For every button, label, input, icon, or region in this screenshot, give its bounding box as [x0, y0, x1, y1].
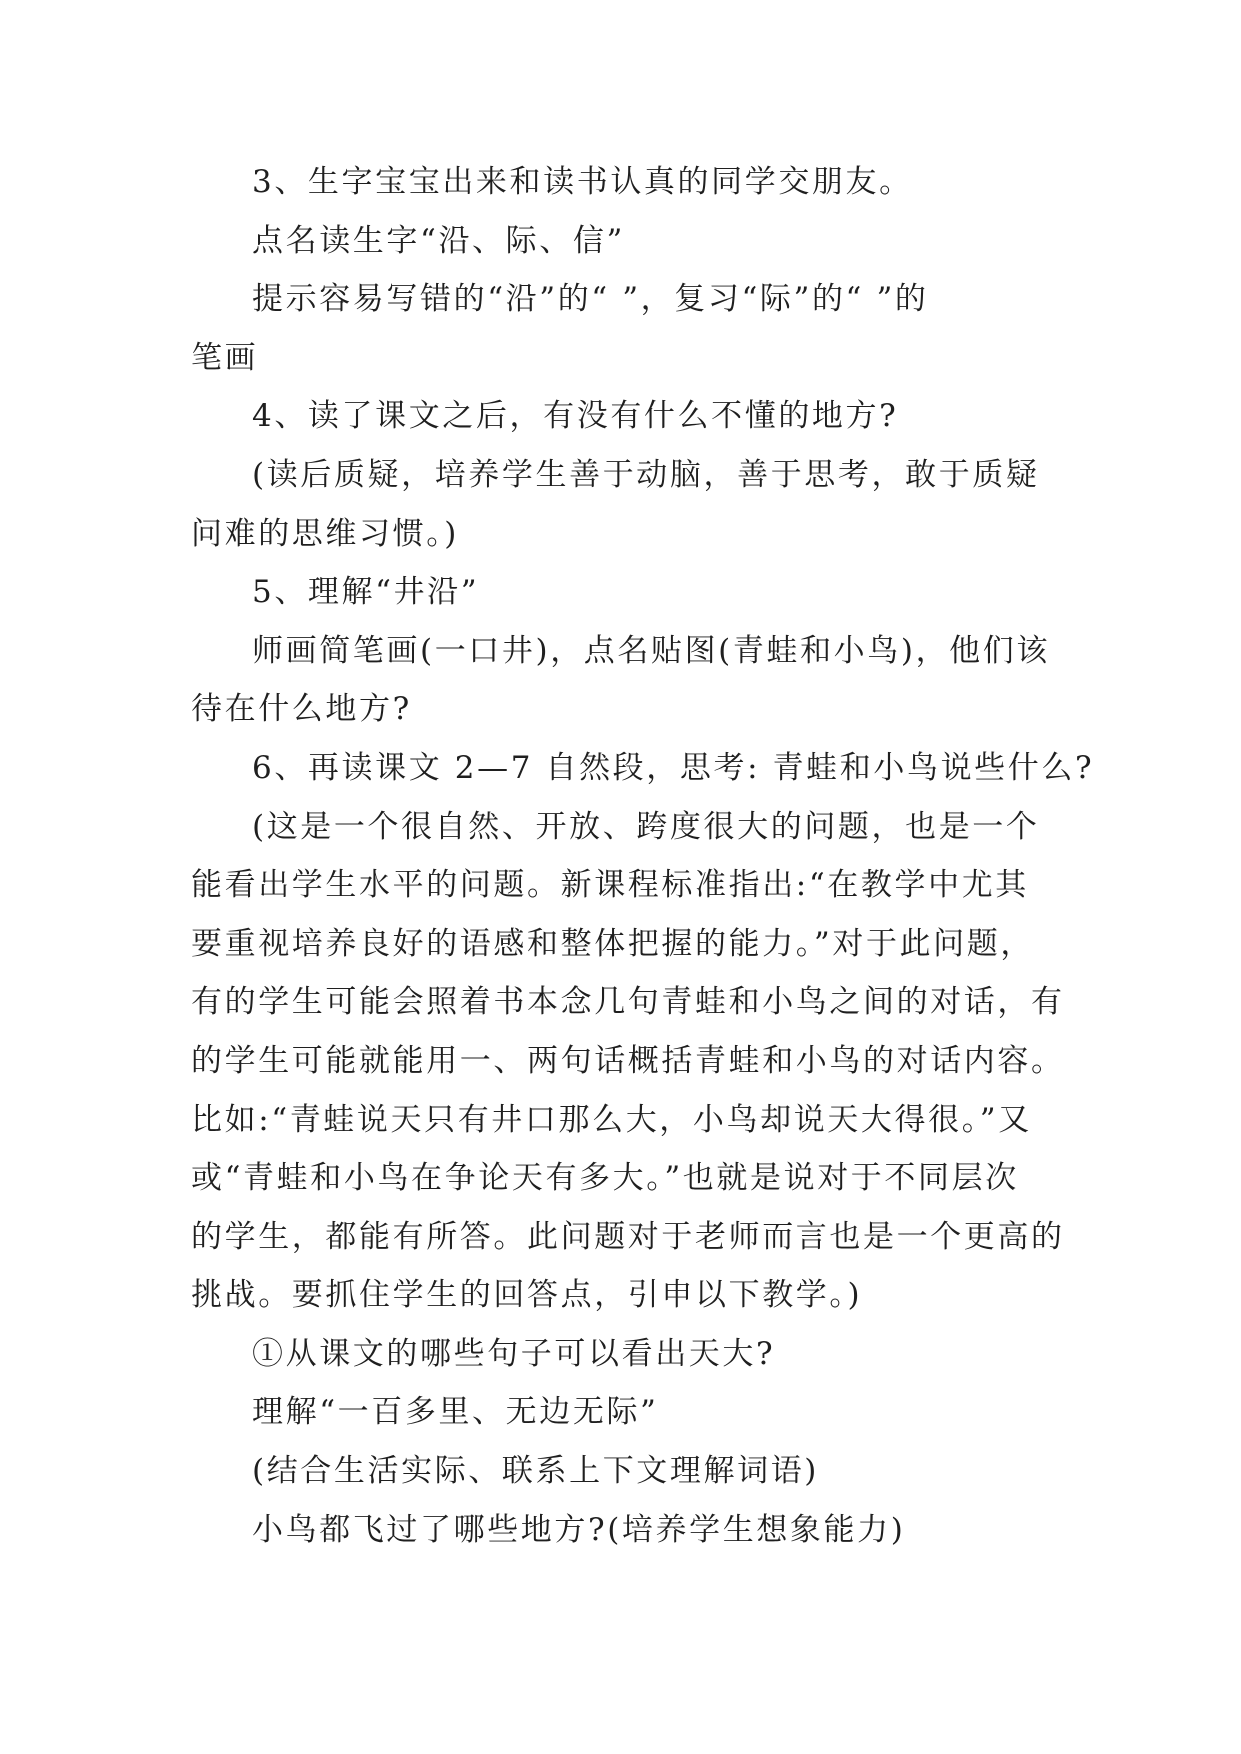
paragraph-line: 理解“一百多里、无边无际” [252, 1394, 659, 1431]
paragraph-line: ①从课文的哪些句子可以看出天大? [252, 1335, 776, 1372]
paragraph-line: 小鸟都飞过了哪些地方?(培养学生想象能力) [252, 1511, 906, 1548]
paragraph-line: 比如:“青蛙说天只有井口那么大，小鸟却说天大得很。”又 [191, 1101, 1032, 1138]
paragraph-line: (读后质疑，培养学生善于动脑，善于思考，敢于质疑 [252, 456, 1040, 493]
paragraph-line: 的学生，都能有所答。此问题对于老师而言也是一个更高的 [191, 1218, 1065, 1255]
paragraph-line: 能看出学生水平的问题。新课程标准指出:“在教学中尤其 [191, 867, 1029, 904]
paragraph-line: 问难的思维习惯。) [191, 515, 459, 552]
paragraph-line: 笔画 [191, 339, 259, 376]
paragraph-line: 4、读了课文之后，有没有什么不懂的地方? [252, 398, 899, 435]
paragraph-line: 的学生可能就能用一、两句话概括青蛙和小鸟的对话内容。 [191, 1042, 1065, 1079]
paragraph-line: 师画简笔画(一口井)，点名贴图(青蛙和小鸟)，他们该 [252, 632, 1050, 669]
paragraph-line: 待在什么地方? [191, 691, 412, 728]
paragraph-line: 5、理解“井沿” [252, 574, 480, 611]
paragraph-line: 有的学生可能会照着书本念几句青蛙和小鸟之间的对话，有 [191, 984, 1065, 1021]
paragraph-line: (这是一个很自然、开放、跨度很大的问题，也是一个 [252, 808, 1040, 845]
paragraph-line: 点名读生字“沿、际、信” [252, 222, 625, 259]
paragraph-line: 挑战。要抓住学生的回答点，引申以下教学。) [191, 1277, 863, 1314]
paragraph-line: 6、再读课文 2—7 自然段，思考: 青蛙和小鸟说些什么? [252, 749, 1095, 786]
paragraph-line: 提示容易写错的“沿”的“ ”，复习“际”的“ ”的 [252, 281, 929, 318]
paragraph-line: (结合生活实际、联系上下文理解词语) [252, 1453, 819, 1490]
paragraph-line: 或“青蛙和小鸟在争论天有多大。”也就是说对于不同层次 [191, 1160, 1019, 1197]
paragraph-line: 3、生字宝宝出来和读书认真的同学交朋友。 [252, 164, 913, 200]
paragraph-line: 要重视培养良好的语感和整体把握的能力。”对于此问题， [191, 925, 1034, 962]
document-body [191, 153, 1095, 1559]
